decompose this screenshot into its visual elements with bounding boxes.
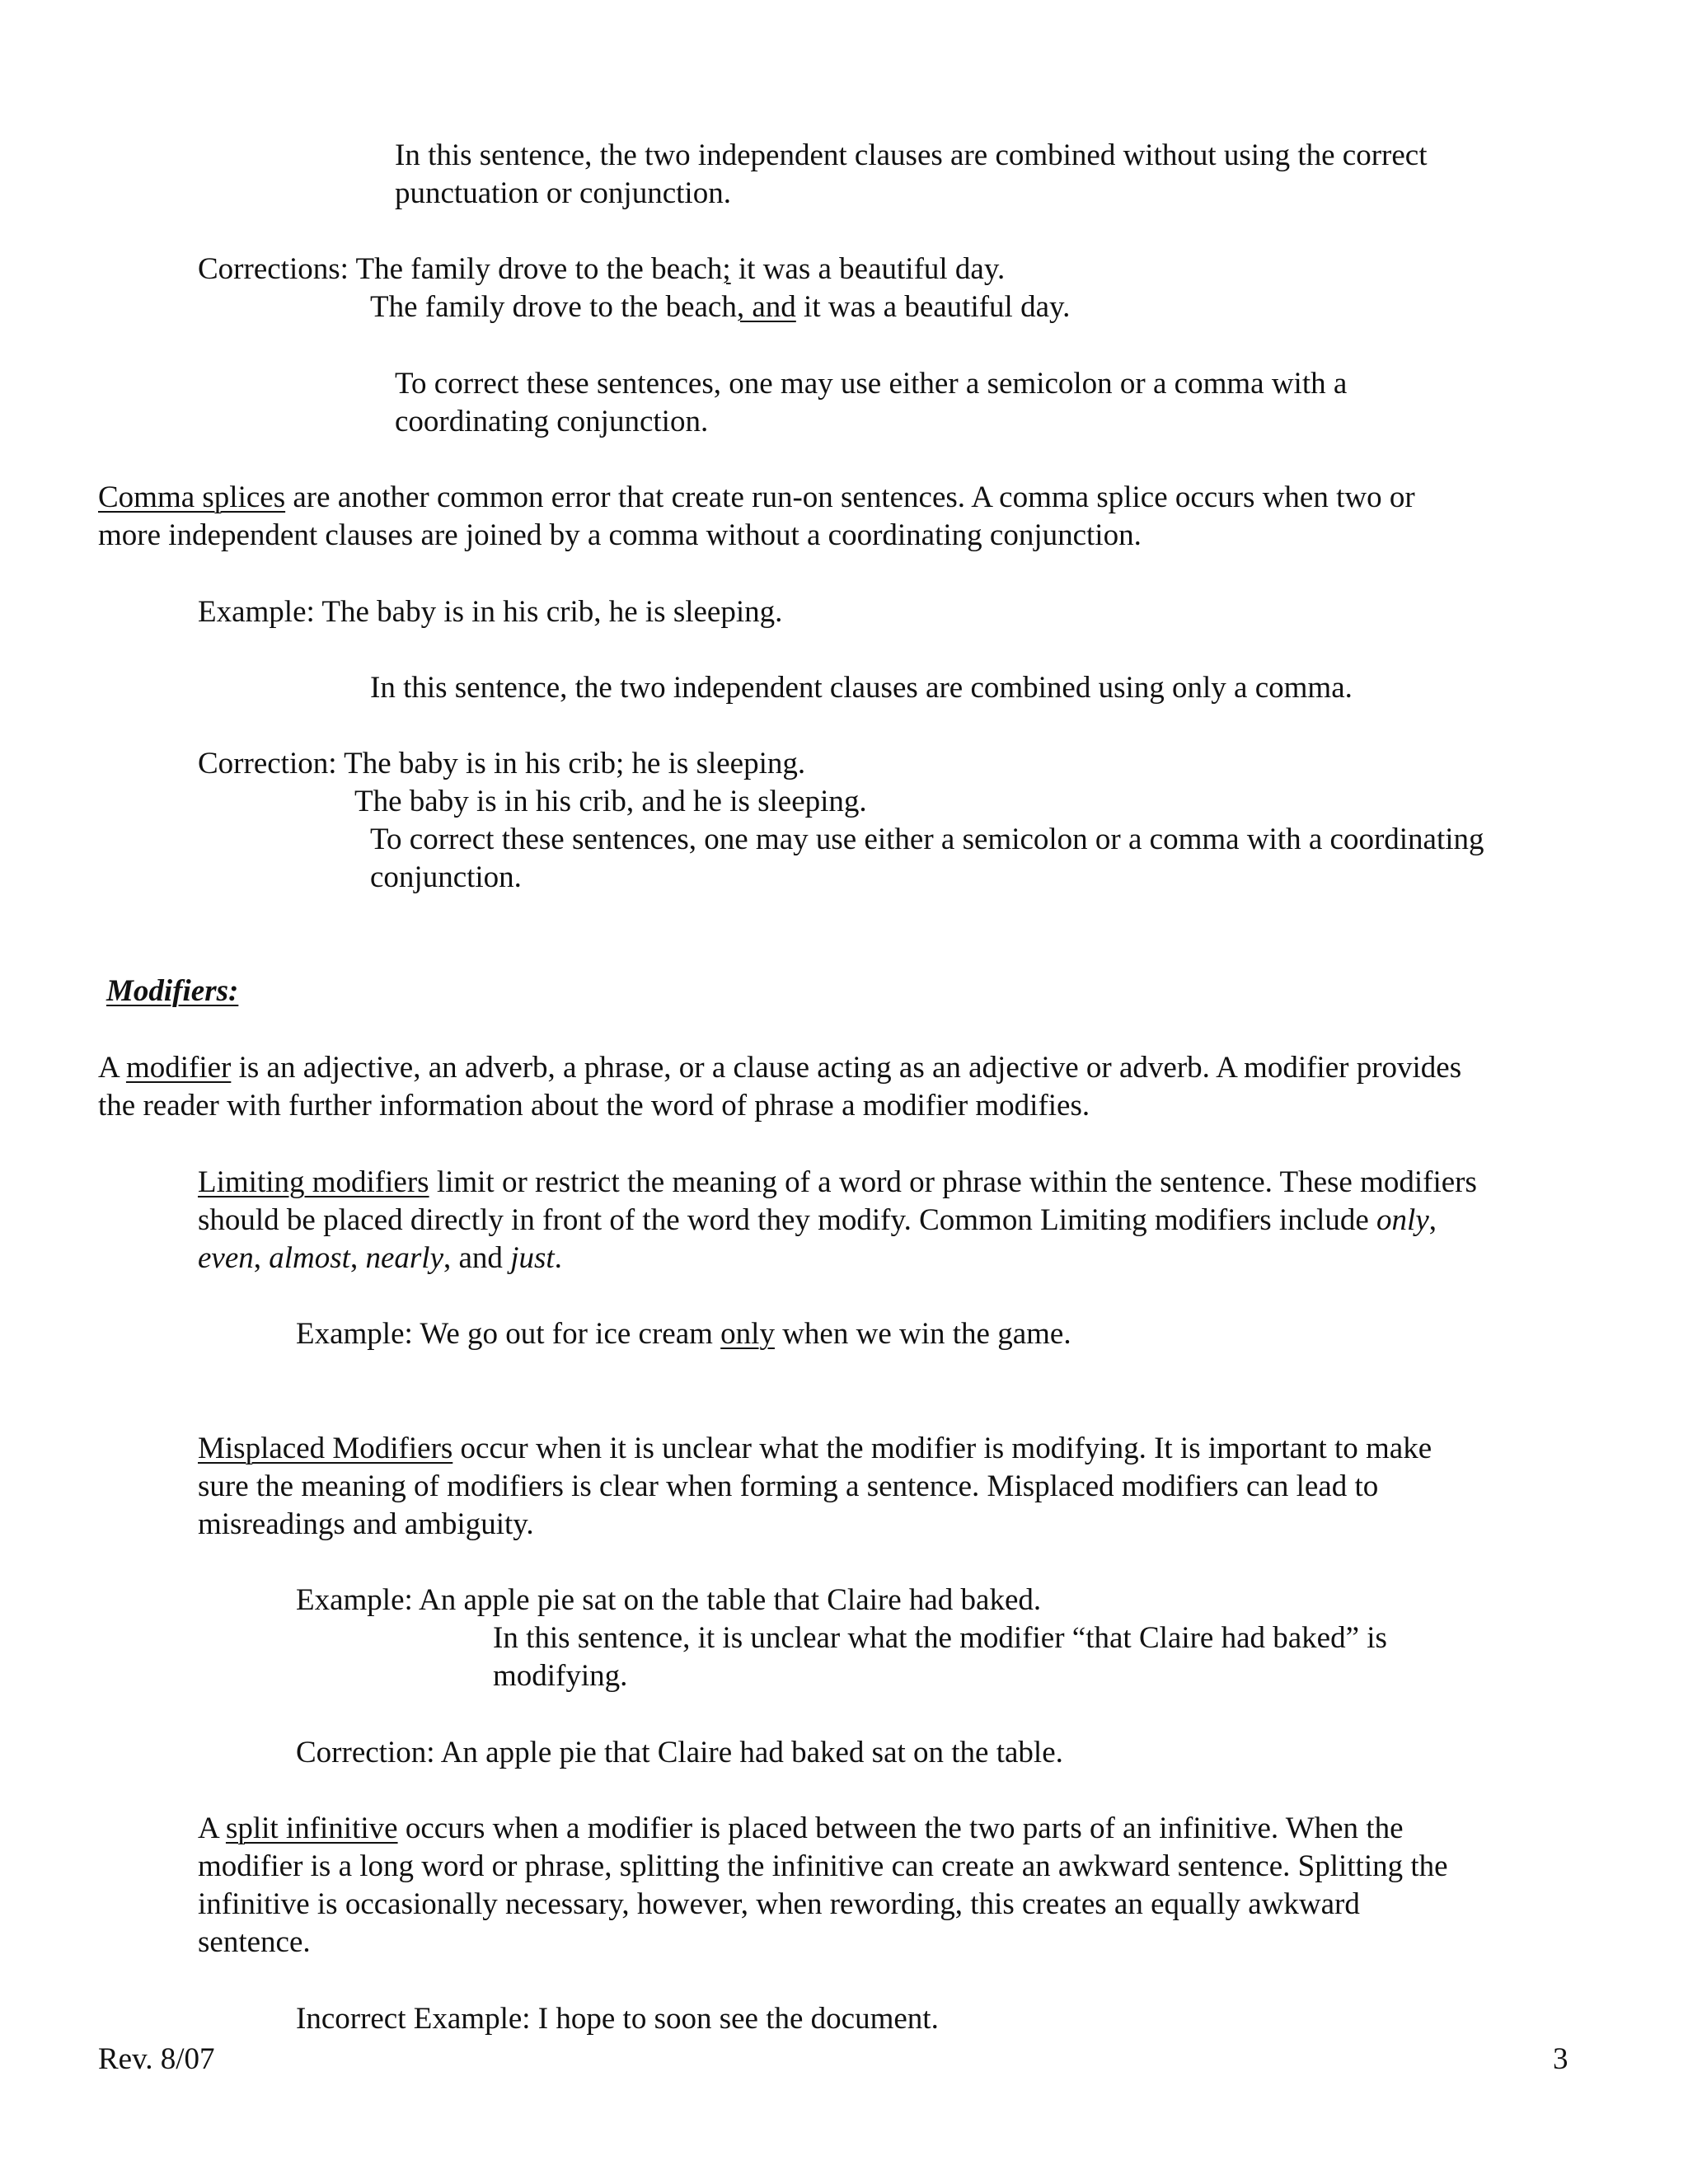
modifier-definition-line1: A modifier is an adjective, an adverb, a phrase, or a clause acting as an adjective or adverb. A modifier provides	[98, 1051, 1462, 1085]
runon-note2-line2: coordinating conjunction.	[395, 405, 709, 438]
split-infinitive-line2: modifier is a long word or phrase, splitting the infinitive can create an awkward sentence. Splitting the	[198, 1849, 1448, 1883]
limiting-modifiers-line1: Limiting modifiers limit or restrict the meaning of a word or phrase within the sentence. These modifiers	[198, 1165, 1477, 1199]
misplaced-modifiers-note-line2: modifying.	[493, 1659, 628, 1693]
word-even: even	[198, 1241, 254, 1275]
comma-splice-intro-line1: Comma splices are another common error that create run-on sentences. A comma splice occurs when two or	[98, 480, 1415, 514]
misplaced-modifiers-term: Misplaced Modifiers	[198, 1432, 453, 1465]
misplaced-modifiers-note-line1: In this sentence, it is unclear what the modifier “that Claire had baked” is	[493, 1621, 1387, 1655]
runon-note1-line1: In this sentence, the two independent clauses are combined without using the correct	[395, 138, 1428, 172]
comma-splice-note2-line1: To correct these sentences, one may use either a semicolon or a comma with a coordinating	[370, 823, 1484, 856]
runon-correction-1: Corrections: The family drove to the beach; it was a beautiful day.	[198, 252, 1006, 286]
modifiers-heading: Modifiers:	[106, 974, 239, 1008]
comma-splices-term: Comma splices	[98, 480, 286, 514]
limiting-modifiers-example: Example: We go out for ice cream only when we win the game.	[296, 1317, 1071, 1351]
comma-splice-example: Example: The baby is in his crib, he is sleeping.	[198, 595, 783, 629]
word-just: just	[510, 1241, 555, 1275]
modifier-term: modifier	[125, 1051, 232, 1085]
misplaced-modifiers-line3: misreadings and ambiguity.	[198, 1507, 534, 1541]
limiting-modifiers-line3: even, almost, nearly, and just.	[198, 1241, 562, 1275]
semicolon-mark: ;	[722, 252, 731, 286]
split-infinitive-line4: sentence.	[198, 1925, 311, 1959]
split-infinitive-example: Incorrect Example: I hope to soon see the document.	[296, 2002, 939, 2036]
word-almost: almost	[269, 1241, 350, 1275]
corrections-label: Corrections:	[198, 252, 356, 286]
runon-note1-line2: punctuation or conjunction.	[395, 176, 731, 210]
correction-label: Correction:	[198, 747, 345, 780]
word-only: only	[1376, 1203, 1429, 1237]
misplaced-modifiers-line2: sure the meaning of modifiers is clear when forming a sentence. Misplaced modifiers can lead to	[198, 1469, 1379, 1503]
comma-splice-note: In this sentence, the two independent clauses are combined using only a comma.	[370, 671, 1353, 705]
runon-note2-line1: To correct these sentences, one may use either a semicolon or a comma with a	[395, 367, 1348, 401]
comma-splice-correction-2: The baby is in his crib, and he is sleeping.	[354, 785, 867, 818]
limiting-modifiers-line2: should be placed directly in front of the word they modify. Common Limiting modifiers include only,	[198, 1203, 1437, 1237]
misplaced-modifiers-example: Example: An apple pie sat on the table that Claire had baked.	[296, 1583, 1042, 1617]
comma-and-mark: , and	[736, 290, 796, 324]
comma-splice-correction-1: Correction: The baby is in his crib; he is sleeping.	[198, 747, 806, 780]
example-only-word: only	[720, 1317, 775, 1351]
runon-correction-2: The family drove to the beach, and it was a beautiful day.	[370, 290, 1071, 324]
modifier-definition-line2: the reader with further information about the word of phrase a modifier modifies.	[98, 1089, 1090, 1122]
split-infinitive-term: split infinitive	[225, 1811, 398, 1845]
misplaced-modifiers-line1: Misplaced Modifiers occur when it is unclear what the modifier is modifying. It is important to make	[198, 1432, 1432, 1465]
word-nearly: nearly	[365, 1241, 443, 1275]
page-number: 3	[1553, 2042, 1568, 2076]
limiting-modifiers-term: Limiting modifiers	[198, 1165, 429, 1199]
split-infinitive-line1: A split infinitive occurs when a modifier is placed between the two parts of an infinitive. When the	[198, 1811, 1404, 1845]
misplaced-modifiers-correction: Correction: An apple pie that Claire had baked sat on the table.	[296, 1736, 1063, 1769]
split-infinitive-line3: infinitive is occasionally necessary, however, when rewording, this creates an equally awkward	[198, 1887, 1360, 1921]
comma-splice-note2-line2: conjunction.	[370, 860, 522, 894]
comma-splice-intro-line2: more independent clauses are joined by a comma without a coordinating conjunction.	[98, 518, 1142, 552]
revision-footer: Rev. 8/07	[98, 2042, 215, 2076]
